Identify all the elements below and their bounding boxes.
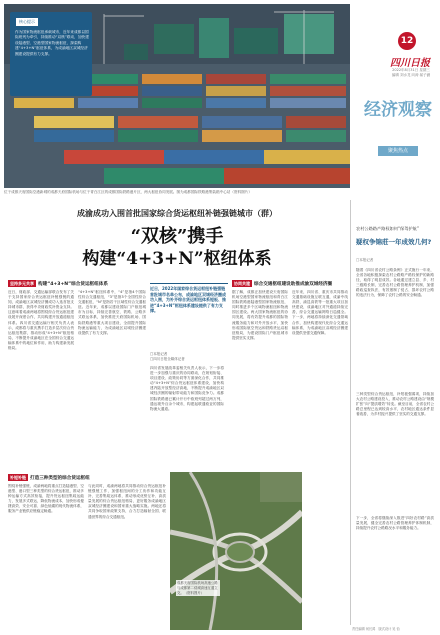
core-note-box xyxy=(10,12,92,96)
headline-line-2: 构建“4+3+N”枢纽体系 xyxy=(82,249,272,269)
right-article-title: 疑权争锦莊一年成效几何? xyxy=(356,238,432,246)
reporter-line: □本报记者 □四川日报全媒体记者 xyxy=(150,352,185,361)
section-title: 经济观察 xyxy=(364,100,432,120)
section-3-title: 综合交通枢纽建设助推成渝双城经济圈 xyxy=(254,282,333,287)
right-column xyxy=(352,4,436,631)
body-column-4: 近年来，四川省、重庆市共同推动交通基础设施互联互通，成渝中线高铁、渝昆高铁等一批重大项目加快建设，成渝地区对外通道持续完善，综合交通运输网络日趋健全。下一步，两地将持续深化交通领域合作，加快构建现代化综合交通运输体系，为成渝地区双城经济圈建设提供坚强交通保障。 xyxy=(292,290,348,335)
section-3-tag: 协同共建 xyxy=(234,281,250,286)
body-column-3: 据了解，成都正加快建设天府国际机场空港型国家物流枢纽和青白江国际铁路港陆港型国家物流枢纽，同时推进多个区域物流枢纽和物流园区建设。两大国家物流枢纽的协同发展，将有效提升成都的国际物流服务能力和对外开放水平，加快形成国际航空货运和铁路货运双枢纽格局，为建设国际门户枢纽城市提供坚实支撑。 xyxy=(232,290,288,340)
section-1-tag: 坚持多元共享 xyxy=(10,281,34,286)
page-number-badge: 12 xyxy=(398,32,416,50)
bottom-photo-caption: 成都天府国际机场高速公路与成都第二绕城高速互通立交。（资料图片） xyxy=(176,580,220,596)
top-photo-container-yard xyxy=(4,4,350,188)
body-column-2b: 与此同时，成渝两地将共同推动综合货运枢纽补链强链工作，加强枢纽间的分工协作和功能互补，完善集疏运体系，推动形成优势互补、高质量发展的综合货运枢纽格局，更好服务成渝地区双城经济圈建设和国家重大战略实施。两地还将共同争取国家政策支持，合力打造辐射全国、联通世界的综合交通枢纽。 xyxy=(88,484,166,519)
bottom-photo-interchange xyxy=(170,472,302,630)
section-2-heading xyxy=(8,474,90,483)
section-2-title: 打造三种类型的综合货运枢纽 xyxy=(30,476,90,481)
body-column-2a: 围绕补链强链，成渝两地将重点打造陆港型、空港型、港口型三种类型的综合货运枢纽，推动多种运输方式高效衔接，提升货运枢纽集疏运能力，发展多式联运，降低物流成本，加快形成便捷高效、安全可靠、绿色低碳的现代物流体系，服务产业链供应链稳定畅通。 xyxy=(8,484,84,514)
right-article-body-1: 随着《四川省农村公路条例》正式施行一年来，全省各地积极探索农村公路路产路权保护的新路径，取得了明显成效。各地通过建立县、乡、村三级路长制，完善农村公路管理养护机制，加强路政巡查执法，有效遏制了侵占、损坏农村公路的违法行为，保障了农村公路的安全畅通。 xyxy=(356,268,434,298)
lead-quote: 近日，2022年国家综合货运枢纽补链强链首批城市名单公布，成渝地区双城经济圈成功入围，为补齐综合货运枢纽体系短板、推进“4+3+N”枢纽体系建设提供了有力支撑。 xyxy=(150,283,228,349)
page-footer: 责任编辑 何长鸿 版式设计 吴 怡 xyxy=(352,627,400,631)
right-article-body-3: 下一步，全省将继续深入推进“四好农村路”高质量发展，健全完善农村公路管理养护体制机制，持续提升农村公路路况水平和服务能力。 xyxy=(356,516,434,531)
body-column-1b: “4+3+N”枢纽体系中，“4”是指4个国际性综合交通枢纽，“3”是指3个全国性综合交通枢纽，“N”是指若干区域性综合交通枢纽。近年来，成都以建设国际门户枢纽城市为目标，持续完善航空、铁路、公路多式联运体系，加快推进天府国际机场、国际铁路港等重大项目建设，全面提升国际物流运输能力，为成渝地区双城经济圈建设提供了有力支撑。 xyxy=(78,290,146,335)
newspaper-name: 四川日报 xyxy=(390,58,430,69)
section-3-heading xyxy=(232,280,332,289)
column-divider xyxy=(350,200,351,625)
section-2-tag: 补短补链 xyxy=(10,475,26,480)
headline-line-1: “双核”携手 xyxy=(130,226,224,247)
body-column-1a: 近日，财政部、交通运输部联合发布了关于支持国家综合货运枢纽补链强链的通知，成渝地区双城经济圈成功入选首批支持城市群，获得中央财政奖补资金支持。这意味着成渝两地将围绕综合货运枢纽建设展开深度合作，共同构建开放通道枢纽体系。四川省交通运输厅相关负责人表示，成都将与重庆携手打造多层次综合货运枢纽集群，推动形成“4+3+N”枢纽格局，不断提升成渝地区在全国综合交通运输体系中的地位和作用，助力构建新发展格局。 xyxy=(8,290,74,351)
section-1-heading xyxy=(8,280,108,289)
newspaper-meta: 2022年8月31日 星期三 编辑 刘水龙 向涛 郝子涵 xyxy=(391,68,431,77)
right-article-body-2: 三种类型综合货运枢纽，补短板强弱项，持续加大农村公路建设投入，推动农村公路建设由“规模扩张”向“提质增效”转变。截至目前，全省农村公路总里程已达到较高水平，农村地区通达条件显著改善，为乡村振兴提供了坚实的交通支撑。 xyxy=(356,392,434,417)
right-article-kicker: 农村公路路产路权如何“保驾护航” xyxy=(356,226,419,231)
right-article-author: □本报记者 xyxy=(356,258,374,262)
core-note-tag: 核心提示 xyxy=(16,18,38,26)
main-headline-area xyxy=(4,200,350,278)
top-photo-caption: 位于成都天府国际空港新城的成都天府国际机场与位于青白江区的成都国际铁路港片区，两大枢纽协同发展。图为成都国际铁路港集装箱中心站（资料图片） xyxy=(4,190,252,194)
core-note-text: 作为国家物流枢纽承载城市，近年来成都以国际班列为牵引，持续推动“双核”联动，加快建设陆港型、空港型国家物流枢纽，探索构建“4+3+N”枢纽体系，为成渝地区双城经济圈建设提供有力支撑。 xyxy=(15,30,89,56)
section-subtitle: 聚焦热点 xyxy=(378,146,418,156)
highway-interchange-photo xyxy=(170,472,302,630)
section-1-title: 构建“4+3+N”综合货运枢纽体系 xyxy=(38,282,108,287)
headline-kicker: 成渝成功入围首批国家综合货运枢纽补链强链城市（群） xyxy=(77,209,277,218)
body-column-2: 四川省发展改革委相关负责人表示，下一步将进一步加强与重庆的协同联动，在规划衔接、项目建设、政策协同等方面深化合作，共同推动“4+3+N”综合货运枢纽体系建设，加快构建内陆开放型经济高地，不断提升成渝地区双城经济圈的辐射带动能力和国际竞争力。成都国际铁路港已累计开行中欧班列超过两万列，通达境外百余个城市，构建起联通欧亚的国际物流大通道。 xyxy=(150,366,224,411)
